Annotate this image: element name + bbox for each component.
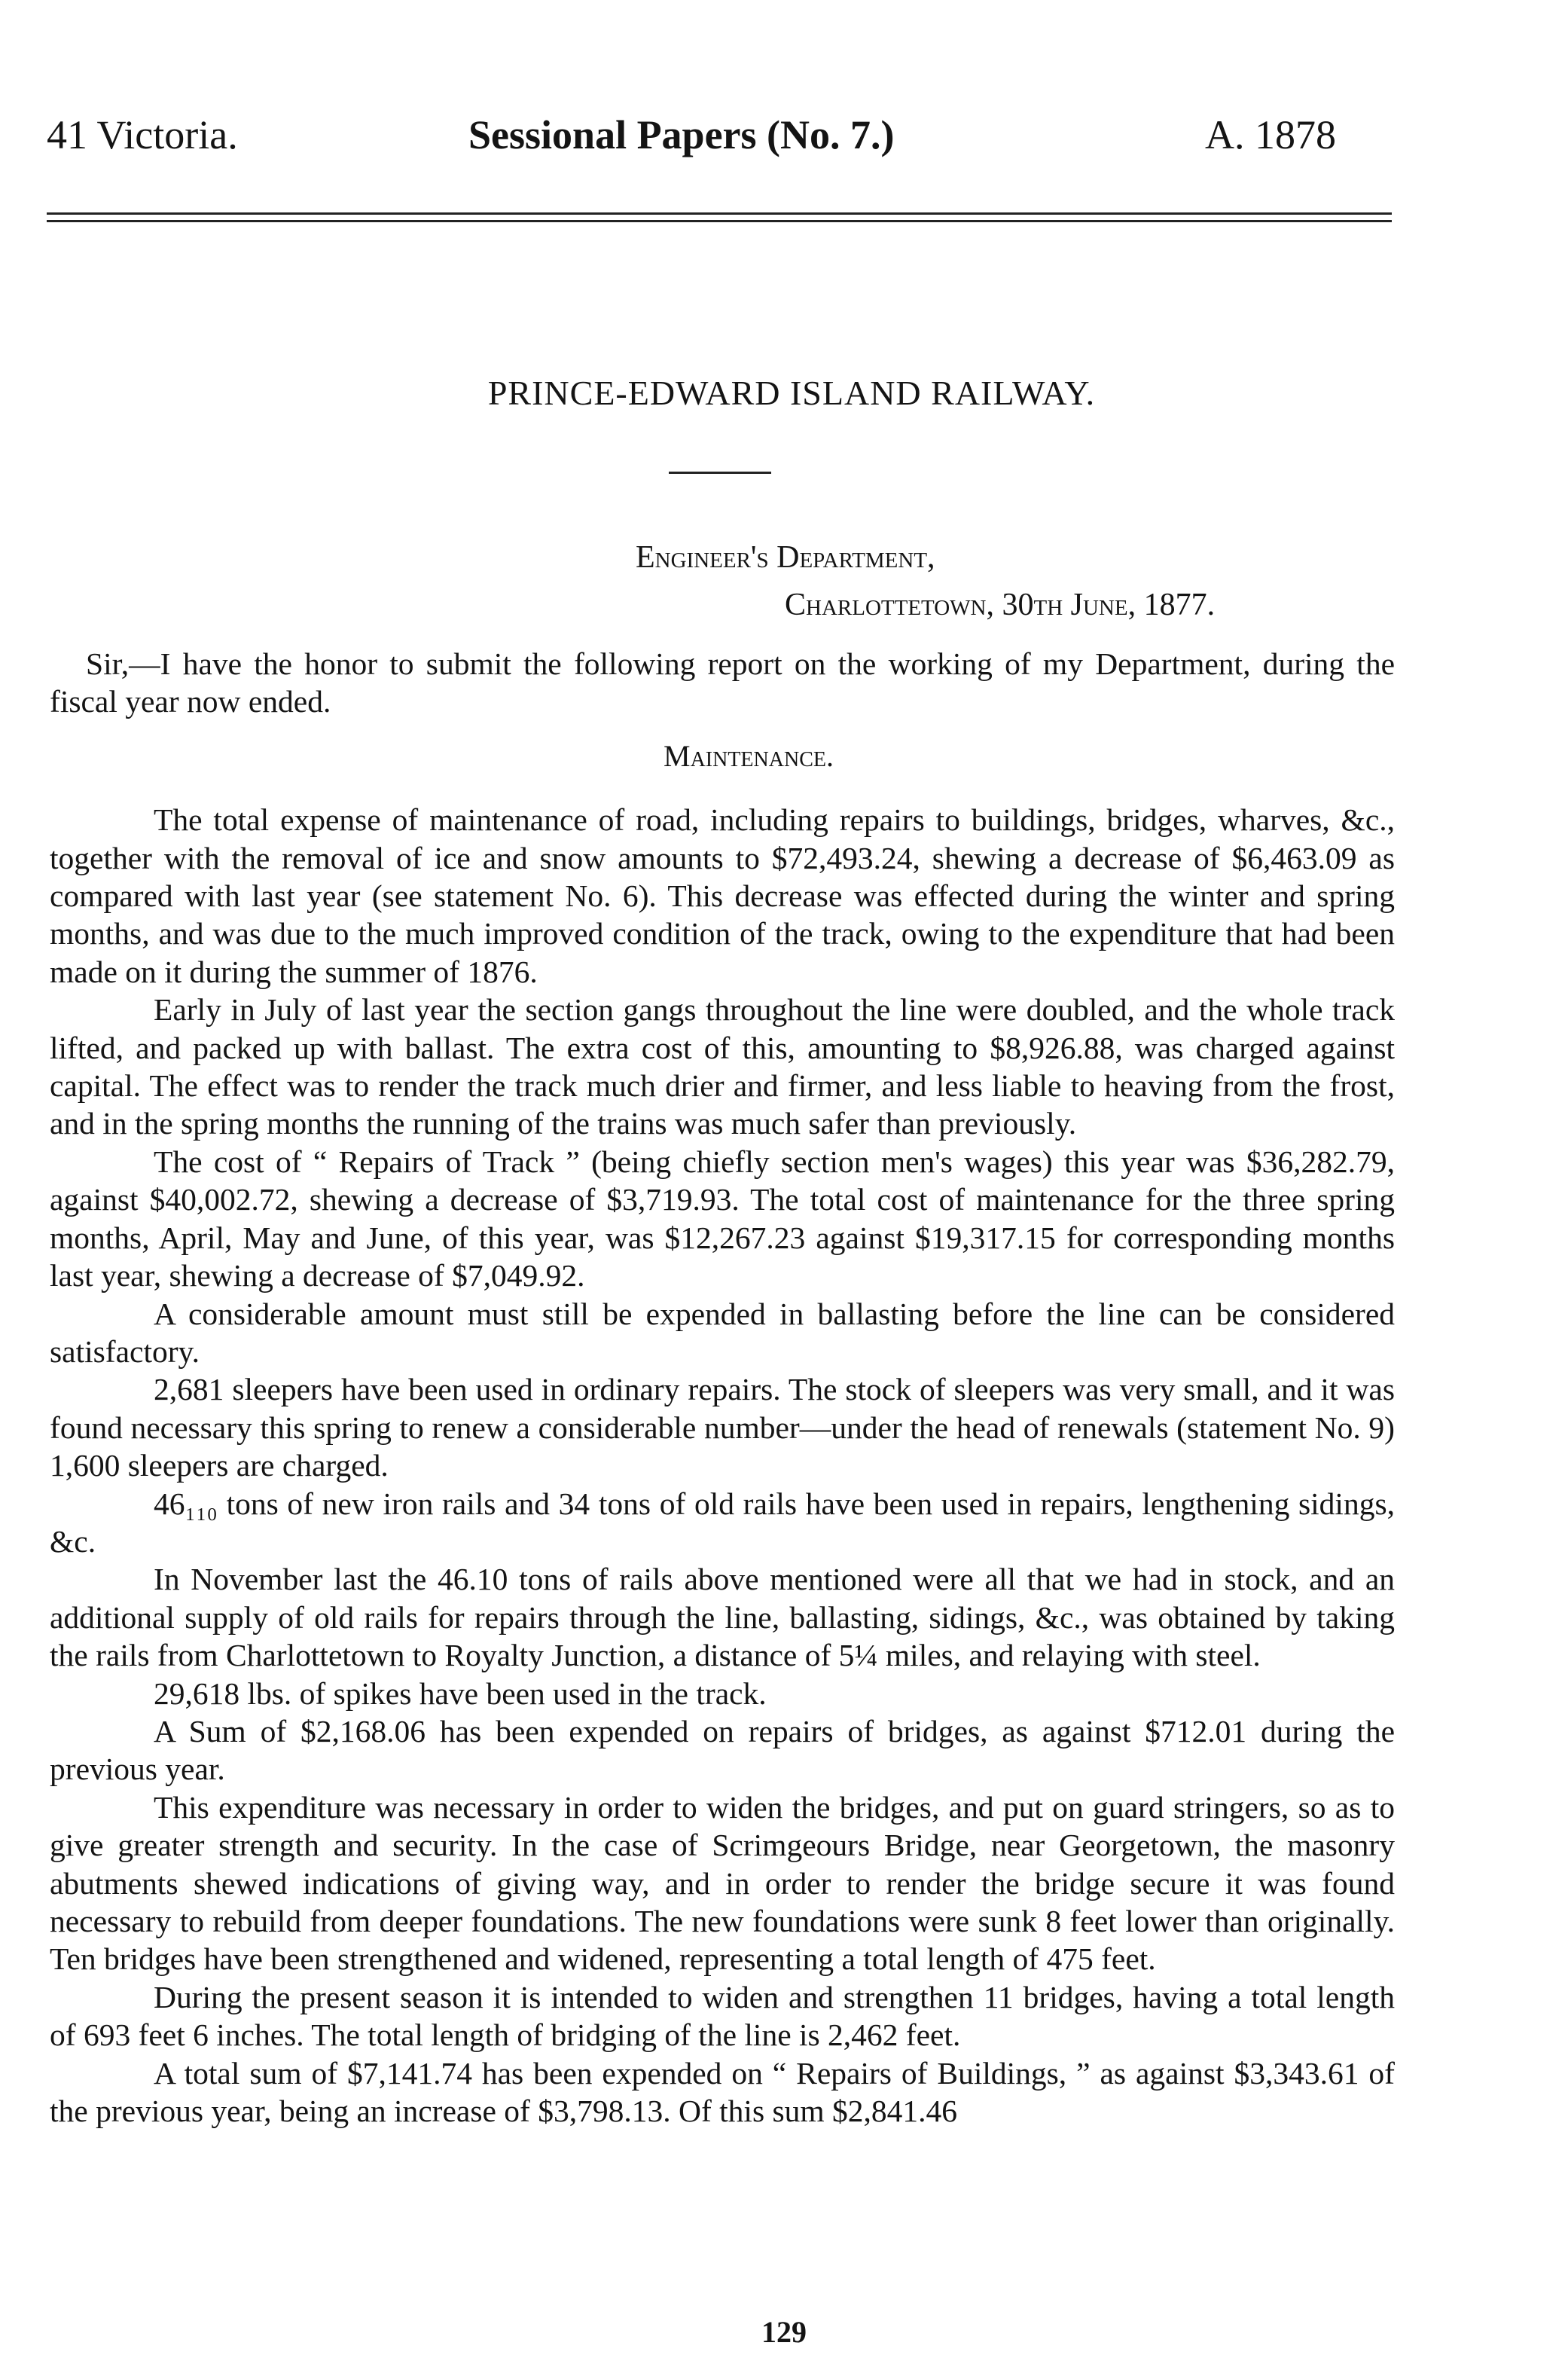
body-paragraph: This expenditure was necessary in order to widen the bridges, and put on guard stringers, so as to give greater strength and security. In the case of Scrimgeours Bridge, near Georgetown, the masonry abutments shewed indications of giving way, and in order to render the bridge secure it was found necessary to rebuild from deeper foundations. The new foundations were sunk 8 feet lower than originally. Ten bridges have been strengthened and widened, representing a total length of 475 feet. [50,1789,1395,1977]
body-paragraph: 2,681 sleepers have been used in ordinary repairs. The stock of sleepers was very small, and it was found necessary this spring to renew a considerable number—under the head of renewals (statement No. 9) 1,600 sleepers are charged. [50,1372,1395,1483]
place-date-text: Charlottetown, 30th June, 1877. [785,588,1216,622]
body-paragraph: A Sum of $2,168.06 has been expended on repairs of bridges, as against $712.01 during the previous year. [50,1713,1395,1787]
header-sessional-papers: Sessional Papers (No. 7.) [468,112,895,157]
title-divider [669,472,771,474]
report-body [50,645,1395,2130]
body-paragraph: 46₁₁₀ tons of new iron rails and 34 tons of old rails have been used in repairs, lengthening sidings, &c. [50,1486,1395,1559]
body-paragraph: 29,618 lbs. of spikes have been used in the track. [154,1675,767,1711]
body-paragraph: A total sum of $7,141.74 has been expended on “ Repairs of Buildings, ” as against $3,343.61 of the previous year, being an increase of $3,798.13. Of this sum $2,841.46 [50,2055,1395,2129]
body-paragraph: Early in July of last year the section gangs throughout the line were doubled, and the whole track lifted, and packed up with ballast. The extra cost of this, amounting to $8,926.88, was charged against capital. The effect was to render the track much drier and firmer, and less liable to heaving from the frost, and in the spring months the running of the trains was much safer than previously. [50,992,1395,1141]
body-paragraph: During the present season it is intended to widen and strengthen 11 bridges, having a total length of 693 feet 6 inches. The total length of bridging of the line is 2,462 feet. [50,1979,1395,2053]
running-header [0,111,1568,172]
department-line: Engineer's Department, [636,540,935,575]
place-date-line [785,587,1215,623]
report-title: PRINCE-EDWARD ISLAND RAILWAY. [487,374,1096,412]
page-number: 129 [761,2315,807,2349]
body-paragraph: In November last the 46.10 tons of rails above mentioned were all that we had in stock, and an additional supply of old rails for repairs through the line, ballasting, sidings, &c., was obtained by taking the rails from Charlottetown to Royalty Junction, a distance of 5¼ miles, and relaying with steel. [50,1562,1395,1673]
header-rule-top [47,212,1392,215]
header-session: 41 Victoria. [47,112,238,157]
header-year: A. 1878 [1205,112,1336,157]
section-heading: Maintenance. [664,738,834,773]
body-paragraph: The cost of “ Repairs of Track ” (being chiefly section men's wages) this year was $36,282.79, against $40,002.72, shewing a decrease of $3,719.93. The total cost of maintenance for the three spring months, April, May and June, of this year, was $12,267.23 against $19,317.15 for corresponding months last year, shewing a decrease of $7,049.92. [50,1144,1395,1293]
body-paragraph: The total expense of maintenance of road, including repairs to buildings, bridges, wharves, &c., together with the removal of ice and snow amounts to $72,493.24, shewing a decrease of $6,463.09 as compared with last year (see statement No. 6). This decrease was effected during the winter and spring months, and was due to the much improved condition of the track, owing to the expenditure that had been made on it during the summer of 1876. [50,802,1395,989]
header-rule-bottom [47,220,1392,222]
salutation-paragraph: Sir,—I have the honor to submit the following report on the working of my Department, during the fiscal year now ended. [50,646,1395,719]
body-paragraph: A considerable amount must still be expended in ballasting before the line can be considered satisfactory. [50,1296,1395,1369]
